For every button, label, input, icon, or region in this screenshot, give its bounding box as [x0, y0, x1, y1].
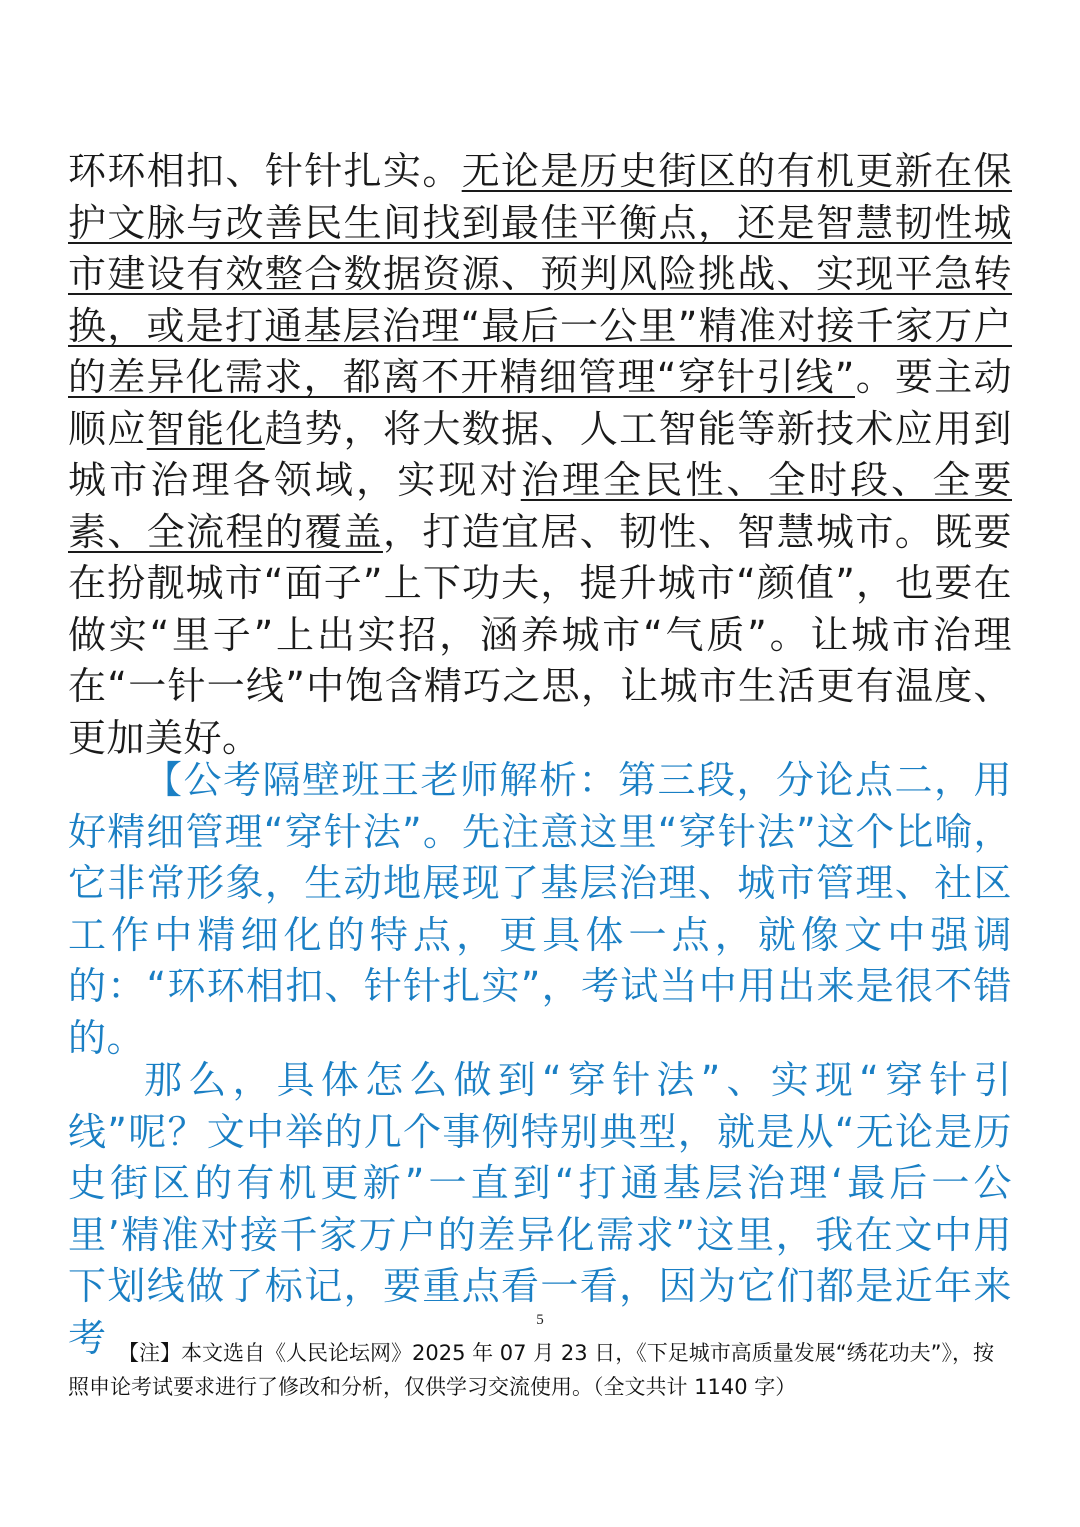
underlined-text: 智能化 — [146, 406, 265, 451]
page-number: 5 — [536, 1312, 544, 1328]
footnote: 【注】本文选自《人民论坛网》2025 年 07 月 23 日，《下足城市高质量发展“绣花功夫”》，按照申论考试要求进行了修改和分析，仅供学习交流使用。（全文共计 1140 字） — [68, 1341, 995, 1399]
body-paragraph — [68, 146, 1012, 764]
analysis-paragraph-2: 那么，具体怎么做到“穿针法”、实现“穿针引线”呢？文中举的几个事例特别典型，就是从“无论是历史街区的有机更新”一直到“打通基层治理‘最后一公里’精准对接千家万户的差异化需求”这里，我在文中用下划线做了标记，要重点看一看，因为它们都是近年来考 — [68, 1058, 1012, 1360]
body-text-segment: 环环相扣、针针扎实。 — [68, 149, 462, 193]
underlined-text: 无论是历史街区的有机更新在保护文脉与改善民生间找到最佳平衡点，还是智慧韧性城市建设有效整合数据资源、预判风险挑战、实现平急转换，或是打通基层治理“最后一公里”精准对接千家万户的差异化需求，都离不开精细管理“穿针引线” — [68, 149, 1012, 399]
body-text-segment: 趋势，将大数据、人工智能等新技术应用到城市治理各领域，实现对 — [68, 406, 1012, 502]
analysis-paragraph-1: 【公考隔壁班王老师解析：第三段，分论点二，用好精细管理“穿针法”。先注意这里“穿针法”这个比喻，它非常形象，生动地展现了基层治理、城市管理、社区工作中精细化的特点，更具体一点，就像文中强调的：“环环相扣、针针扎实”，考试当中用出来是很不错的。 — [68, 758, 1012, 1060]
underlined-text: 治理全民性、全时段、全要素、全流程的覆盖 — [68, 458, 1012, 554]
body-text-segment: ，打造宜居、韧性、智慧城市。既要在扮靓城市“面子”上下功夫，提升城市“颜值”，也要在做实“里子”上出实招，涵养城市“气质”。让城市治理在“一针一线”中饱含精巧之思，让城市生活更有温度、更加美好。 — [68, 509, 1012, 760]
body-text-segment: 。要主动顺应 — [68, 355, 1012, 451]
